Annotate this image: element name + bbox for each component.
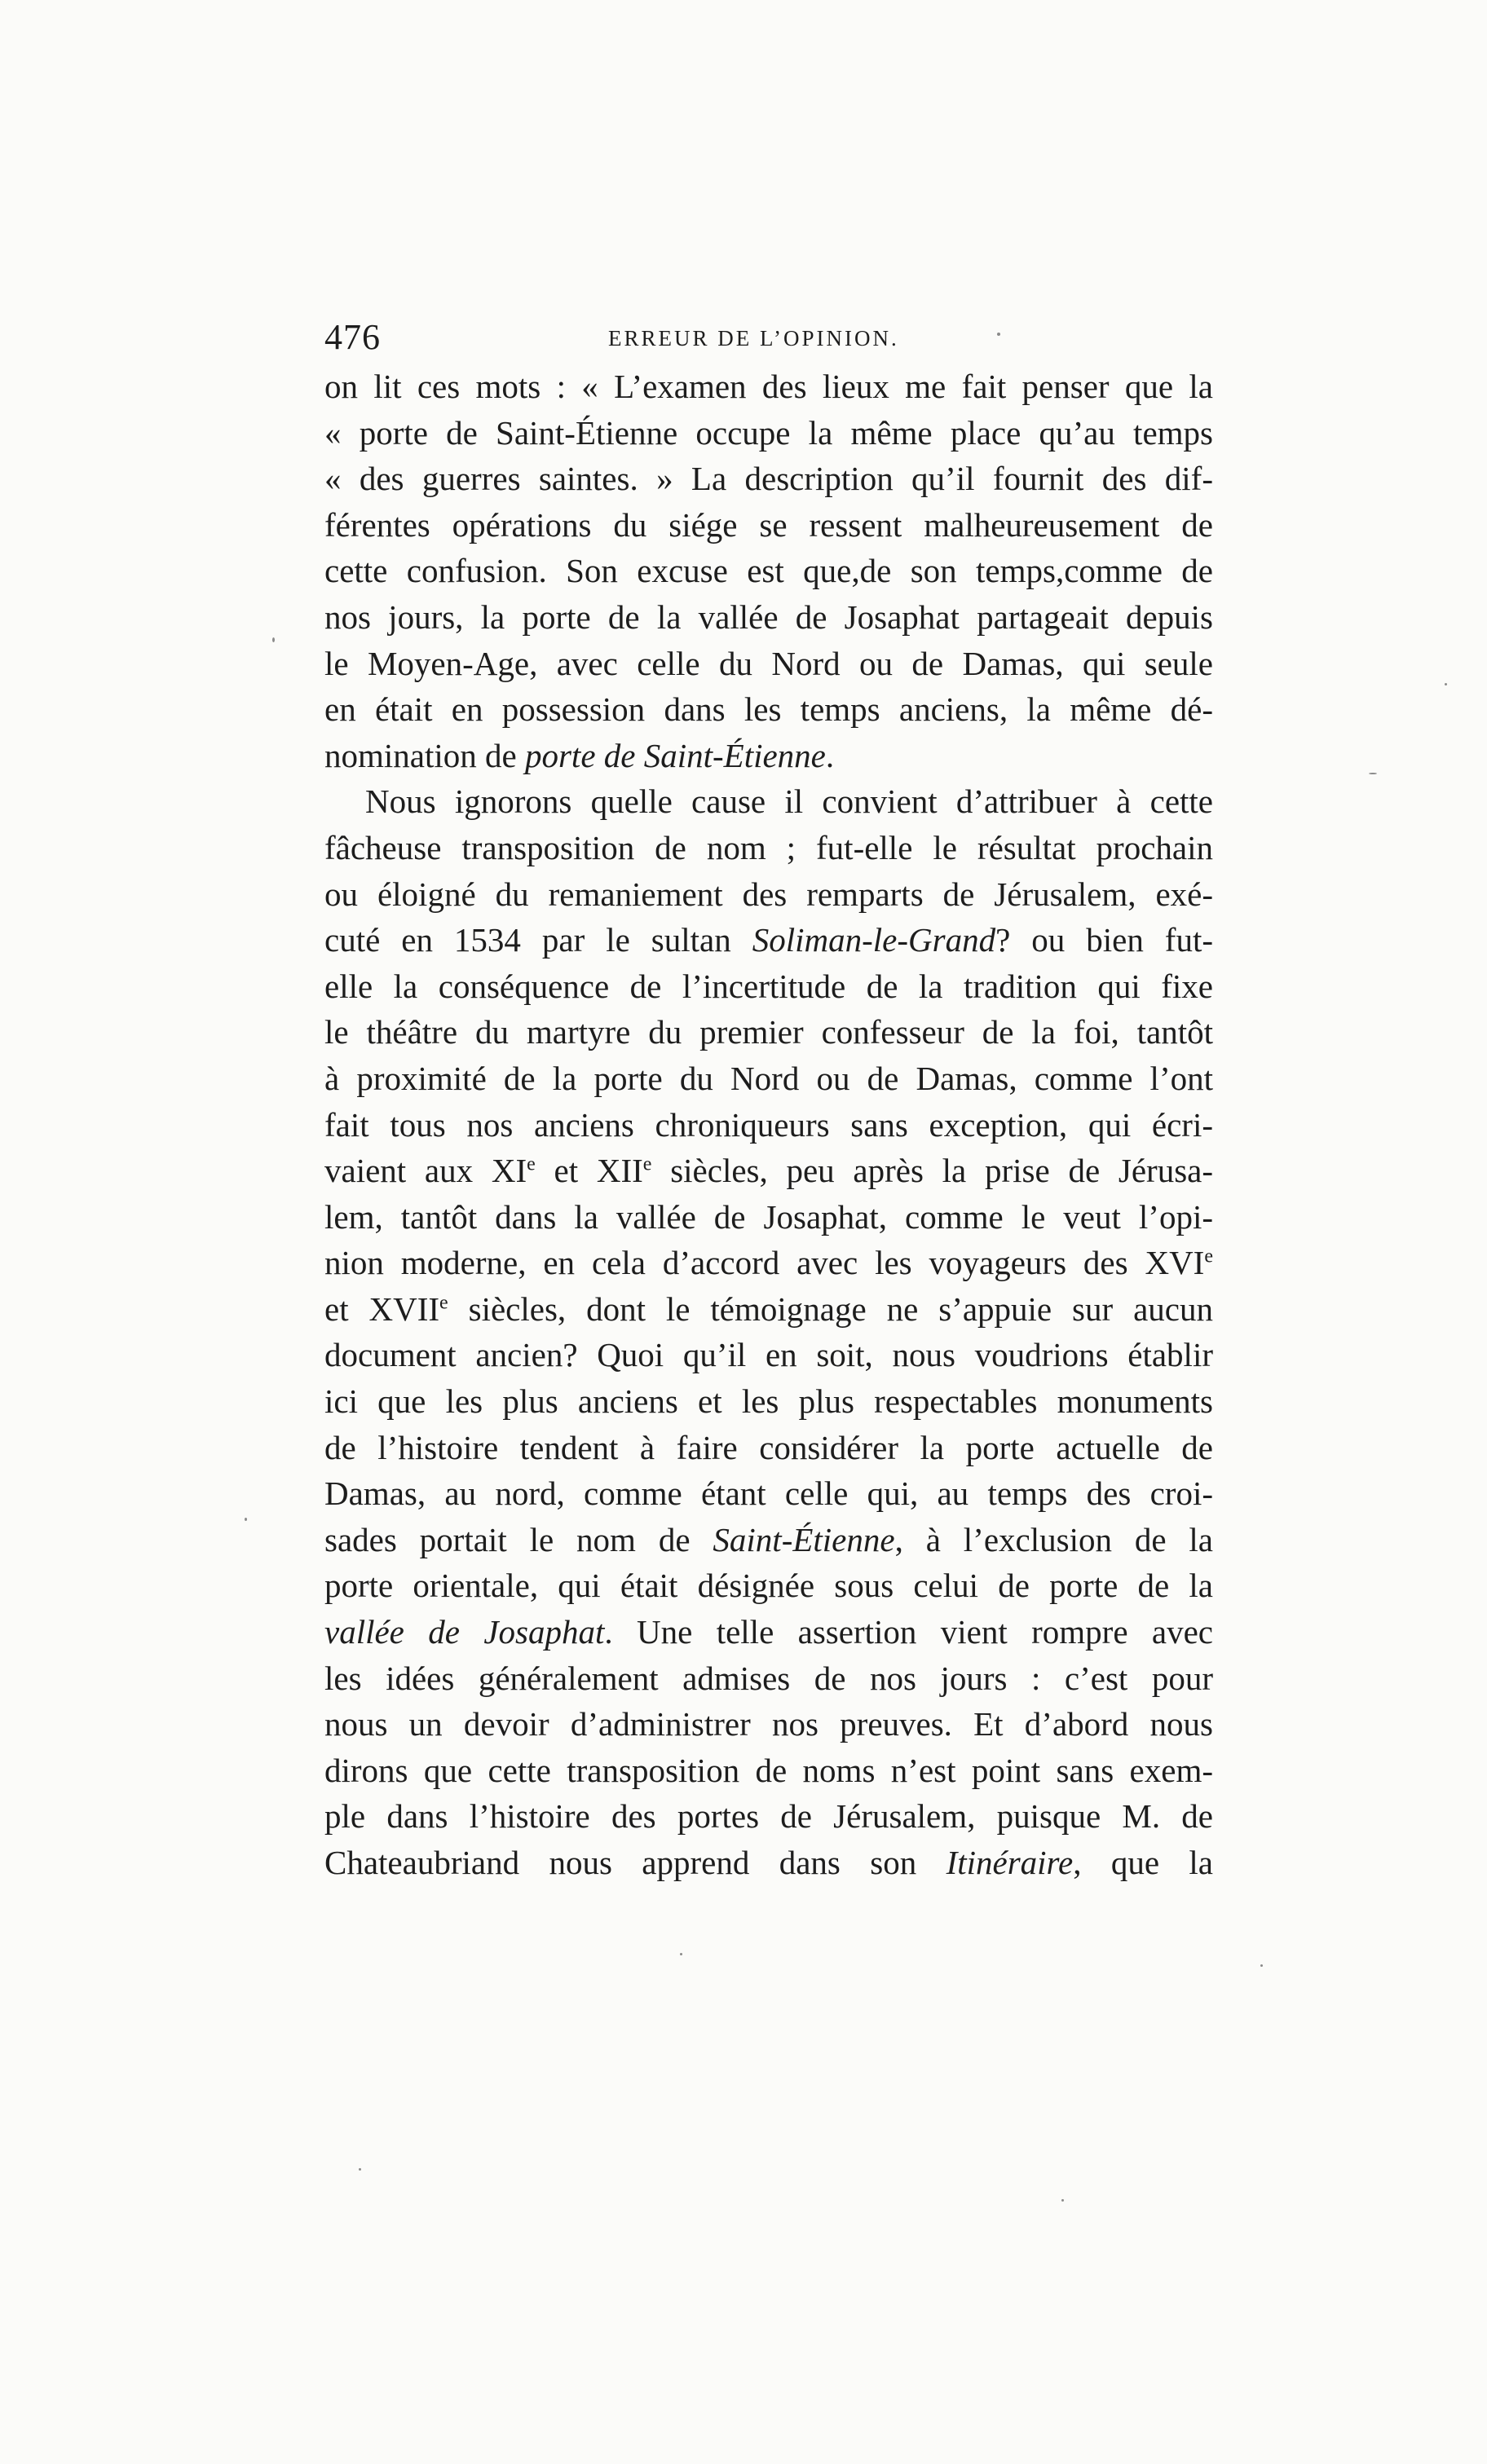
text-line: vallée de Josaphat. Une telle assertion vient rompre avec	[324, 1613, 1214, 1651]
text-line: les idées généralement admises de nos jours : c’est pour	[324, 1659, 1213, 1697]
text-line: « des guerres saintes. » La description qu’il fournit des dif-	[324, 460, 1213, 498]
text-line: sades portait le nom de Saint-Étienne, à l’exclusion de la	[324, 1520, 1213, 1558]
text-line: vaient aux XIe et XIIe siècles, peu après la prise de Jérusa-	[324, 1152, 1213, 1190]
text-line: fait tous nos anciens chroniqueurs sans exception, qui écri-	[324, 1105, 1213, 1144]
text-line: Damas, au nord, comme étant celle qui, au temps des croi-	[324, 1474, 1213, 1513]
page-number: 476	[324, 317, 381, 357]
running-title: ERREUR DE L’OPINION.	[608, 326, 899, 350]
text-line: de l’histoire tendent à faire considérer la porte actuelle de	[324, 1428, 1213, 1466]
paper-speck	[1260, 1964, 1263, 1967]
paper-speck	[1061, 2199, 1064, 2202]
text-line: cuté en 1534 par le sultan Soliman-le-Grand? ou bien fut-	[324, 921, 1213, 959]
text-line: nous un devoir d’administrer nos preuves. Et d’abord nous	[324, 1705, 1213, 1743]
body-text	[324, 364, 1213, 1886]
text-line: ple dans l’histoire des portes de Jérusalem, puisque M. de	[324, 1797, 1213, 1836]
paper-speck	[997, 333, 1000, 336]
text-line: le théâtre du martyre du premier confesseur de la foi, tantôt	[324, 1013, 1213, 1051]
text-line: porte orientale, qui était désignée sous celui de porte de la	[324, 1567, 1213, 1605]
paper-speck	[272, 637, 275, 642]
paper-speck	[1369, 773, 1377, 774]
text-line: cette confusion. Son excuse est que,de son temps,comme de	[324, 552, 1213, 590]
text-line: le Moyen-Age, avec celle du Nord ou de Damas, qui seule	[324, 644, 1213, 682]
text-line: on lit ces mots : « L’examen des lieux me fait penser que la	[324, 368, 1213, 405]
text-line: dirons que cette transposition de noms n’est point sans exem-	[324, 1751, 1213, 1789]
text-line: en était en possession dans les temps anciens, la même dé-	[324, 690, 1213, 729]
text-line: nomination de porte de Saint-Étienne.	[324, 736, 835, 774]
text-line: « porte de Saint-Étienne occupe la même place qu’au temps	[324, 413, 1213, 452]
paper-speck	[359, 2168, 361, 2171]
paper-speck	[245, 1518, 247, 1521]
text-line: ou éloigné du remaniement des remparts de Jérusalem, exé-	[324, 875, 1213, 913]
text-line: et XVIIe siècles, dont le témoignage ne s’appuie sur aucun	[324, 1289, 1213, 1328]
page-header	[324, 316, 1213, 365]
paper-speck	[680, 1953, 682, 1955]
text-line: nion moderne, en cela d’accord avec les voyageurs des XVIe	[324, 1244, 1213, 1282]
text-line: document ancien? Quoi qu’il en soit, nous voudrions établir	[324, 1336, 1213, 1374]
text-line: férentes opérations du siége se ressent malheureusement de	[324, 505, 1213, 544]
text-line: elle la conséquence de l’incertitude de la tradition qui fixe	[324, 967, 1213, 1005]
text-line: lem, tantôt dans la vallée de Josaphat, comme le veut l’opi-	[324, 1197, 1213, 1236]
paper-speck	[1445, 683, 1447, 685]
text-line: nos jours, la porte de la vallée de Josaphat partageait depuis	[324, 597, 1213, 636]
text-line: Nous ignorons quelle cause il convient d’attribuer à cette	[365, 782, 1213, 821]
text-line: ici que les plus anciens et les plus respectables monuments	[324, 1382, 1213, 1421]
text-line: fâcheuse transposition de nom ; fut-elle le résultat prochain	[324, 828, 1213, 866]
text-line: Chateaubriand nous apprend dans son Itinéraire, que la	[324, 1844, 1213, 1881]
text-line: à proximité de la porte du Nord ou de Damas, comme l’ont	[324, 1059, 1213, 1097]
